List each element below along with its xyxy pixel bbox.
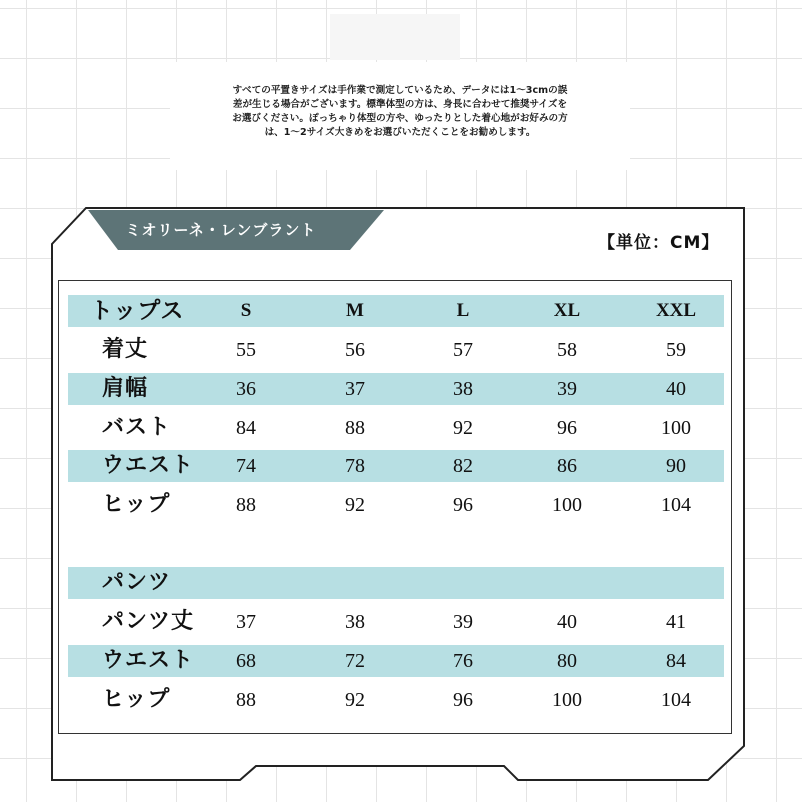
table-row (68, 450, 724, 482)
table-cell: 80 (557, 650, 577, 672)
table-cell: 90 (666, 455, 686, 477)
table-cell: 41 (666, 611, 686, 633)
table-cell: 37 (345, 378, 365, 400)
table-cell: 40 (557, 611, 577, 633)
table-cell: 36 (236, 378, 256, 400)
product-name-tab: ミオリーネ・レンブラント (125, 221, 317, 239)
row-label: ヒップ (102, 492, 171, 517)
table-cell: 74 (236, 455, 256, 477)
table-cell: 68 (236, 650, 256, 672)
table-cell: 55 (236, 339, 256, 361)
table-cell: 96 (557, 417, 577, 439)
pants-header-row (68, 567, 724, 599)
table-cell: 82 (453, 455, 473, 477)
table-cell: 86 (557, 455, 577, 477)
table-cell: 39 (453, 611, 473, 633)
size-header-l: L (456, 300, 470, 321)
tops-title: トップス (90, 298, 185, 324)
table-cell: 104 (661, 689, 691, 711)
row-label: ウエスト (102, 648, 195, 673)
table-row (68, 684, 724, 716)
size-header-m: M (346, 300, 364, 321)
table-cell: 88 (236, 494, 256, 516)
table-cell: 92 (453, 417, 473, 439)
table-cell: 100 (552, 689, 582, 711)
table-cell: 100 (661, 417, 691, 439)
table-cell: 88 (345, 417, 365, 439)
table-row (68, 412, 724, 444)
table-row (68, 373, 724, 405)
row-label: バスト (102, 415, 172, 440)
table-cell: 40 (666, 378, 686, 400)
note-line-3: お選びください。ぽっちゃり体型の方や、ゆったりとした着心地がお好みの方 (232, 113, 568, 124)
table-cell: 76 (453, 650, 473, 672)
row-label: 着丈 (102, 337, 149, 362)
row-label: ヒップ (102, 687, 171, 712)
table-cell: 92 (345, 689, 365, 711)
size-header-xl: XL (553, 300, 581, 321)
note-line-2: 差が生じる場合がございます。標準体型の方は、身長に合わせて推奨サイズを (232, 99, 568, 110)
table-row (68, 606, 724, 638)
size-header-xxl: XXL (655, 300, 697, 321)
table-cell: 96 (453, 494, 473, 516)
table-cell: 38 (453, 378, 473, 400)
note-line-1: すべての平置きサイズは手作業で測定しているため、データには1～3cmの誤 (232, 85, 568, 96)
pants-title: パンツ (102, 570, 172, 595)
table-row (68, 645, 724, 677)
table-cell: 78 (345, 455, 365, 477)
table-cell: 92 (345, 494, 365, 516)
table-row (68, 334, 724, 366)
table-cell: 104 (661, 494, 691, 516)
table-cell: 56 (345, 339, 365, 361)
row-label: ウエスト (102, 453, 195, 478)
row-label: 肩幅 (102, 376, 149, 401)
table-cell: 88 (236, 689, 256, 711)
table-cell: 57 (453, 339, 473, 361)
table-cell: 38 (345, 611, 365, 633)
tops-header-row (68, 295, 724, 327)
note-line-4: は、1～2サイズ大きめをお選びいただくことをお勧めします。 (264, 127, 536, 138)
row-label: パンツ丈 (102, 609, 195, 634)
table-row (68, 489, 724, 521)
size-header-s: S (240, 300, 252, 321)
table-cell: 59 (666, 339, 686, 361)
table-cell: 37 (236, 611, 256, 633)
unit-label: 【単位：CM】 (598, 233, 720, 253)
table-cell: 84 (666, 650, 686, 672)
table-cell: 96 (453, 689, 473, 711)
table-cell: 100 (552, 494, 582, 516)
table-cell: 84 (236, 417, 256, 439)
table-cell: 58 (557, 339, 577, 361)
table-cell: 72 (345, 650, 365, 672)
table-cell: 39 (557, 378, 577, 400)
